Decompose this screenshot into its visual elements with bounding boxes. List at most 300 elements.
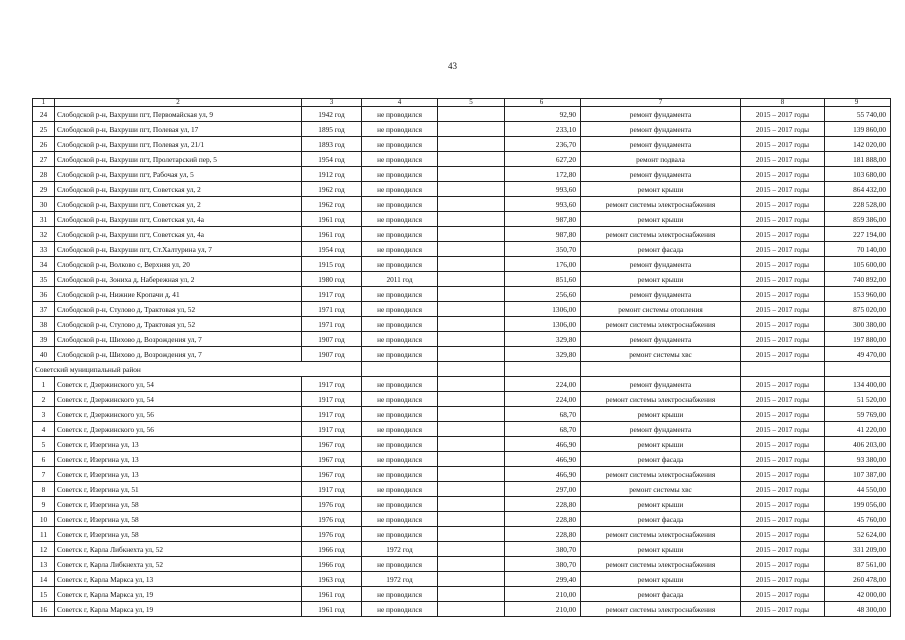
row-number-cell: 9 [33, 497, 55, 512]
cost-cell: 105 600,00 [825, 257, 891, 272]
work-type-cell: ремонт крыши [581, 437, 741, 452]
cost-cell: 153 960,00 [825, 287, 891, 302]
last-repair-year-cell: не проводился [362, 527, 438, 542]
row-number-cell: 15 [33, 587, 55, 602]
area-cell: 380,70 [505, 557, 581, 572]
row-number-cell: 5 [33, 437, 55, 452]
cost-cell: 300 380,00 [825, 317, 891, 332]
row-number-cell: 39 [33, 332, 55, 347]
build-year-cell: 1962 год [302, 182, 362, 197]
section-title: Советский муниципальный район [33, 362, 362, 377]
address-cell: Слободской р-н, Вахруши пгт, Ст.Халтурина ул, 7 [55, 242, 302, 257]
empty-cell [825, 362, 891, 377]
area-cell: 176,00 [505, 257, 581, 272]
page-number: 43 [448, 61, 457, 71]
header-cell: 4 [362, 99, 438, 107]
address-cell: Слободской р-н, Вахруши пгт, Рабочая ул, 5 [55, 167, 302, 182]
address-cell: Слободской р-н, Вахруши пгт, Советская ул, 2 [55, 182, 302, 197]
work-type-cell: ремонт фасада [581, 587, 741, 602]
cost-cell: 197 880,00 [825, 332, 891, 347]
table-row [33, 407, 891, 422]
table-row [33, 242, 891, 257]
cost-cell: 859 386,00 [825, 212, 891, 227]
row-number-cell: 26 [33, 137, 55, 152]
last-repair-year-cell: не проводился [362, 107, 438, 122]
area-cell: 993,60 [505, 182, 581, 197]
address-cell: Слободской р-н, Шихово д, Возрождения ул, 7 [55, 347, 302, 362]
area-cell: 987,80 [505, 227, 581, 242]
build-year-cell: 1961 год [302, 587, 362, 602]
table-row [33, 227, 891, 242]
address-cell: Слободской р-н, Шихово д, Возрождения ул, 7 [55, 332, 302, 347]
build-year-cell: 1976 год [302, 512, 362, 527]
last-repair-year-cell: не проводился [362, 197, 438, 212]
build-year-cell: 1976 год [302, 497, 362, 512]
area-cell: 993,60 [505, 197, 581, 212]
empty-cell [438, 362, 505, 377]
address-cell: Слободской р-н, Вахруши пгт, Первомайская ул, 9 [55, 107, 302, 122]
address-cell: Слободской р-н, Стулово д, Трактовая ул, 52 [55, 317, 302, 332]
build-year-cell: 1954 год [302, 152, 362, 167]
address-cell: Слободской р-н, Нижние Кропачи д, 41 [55, 287, 302, 302]
empty-cell [581, 362, 741, 377]
row-number-cell: 35 [33, 272, 55, 287]
build-year-cell: 1912 год [302, 167, 362, 182]
address-cell: Советск г, Карла Маркса ул, 19 [55, 602, 302, 617]
period-cell: 2015 – 2017 годы [741, 482, 825, 497]
period-cell: 2015 – 2017 годы [741, 377, 825, 392]
row-number-cell: 3 [33, 407, 55, 422]
work-type-cell: ремонт системы электроснабжения [581, 392, 741, 407]
area-cell: 92,90 [505, 107, 581, 122]
work-type-cell: ремонт фундамента [581, 167, 741, 182]
period-cell: 2015 – 2017 годы [741, 512, 825, 527]
last-repair-year-cell: не проводился [362, 242, 438, 257]
col-5-cell [438, 227, 505, 242]
work-type-cell: ремонт фундамента [581, 422, 741, 437]
empty-cell [741, 362, 825, 377]
address-cell: Слободской р-н, Зониха д, Набережная ул, 2 [55, 272, 302, 287]
area-cell: 228,80 [505, 527, 581, 542]
cost-cell: 45 760,00 [825, 512, 891, 527]
build-year-cell: 1917 год [302, 482, 362, 497]
area-cell: 1306,00 [505, 302, 581, 317]
period-cell: 2015 – 2017 годы [741, 527, 825, 542]
work-type-cell: ремонт крыши [581, 542, 741, 557]
address-cell: Слободской р-н, Волково с, Верхняя ул, 20 [55, 257, 302, 272]
col-5-cell [438, 587, 505, 602]
area-cell: 224,00 [505, 377, 581, 392]
table-row [33, 332, 891, 347]
header-cell: 9 [825, 99, 891, 107]
address-cell: Советск г, Изергина ул, 13 [55, 467, 302, 482]
cost-cell: 331 209,00 [825, 542, 891, 557]
empty-cell [362, 362, 438, 377]
period-cell: 2015 – 2017 годы [741, 257, 825, 272]
build-year-cell: 1967 год [302, 452, 362, 467]
work-type-cell: ремонт системы электроснабжения [581, 227, 741, 242]
row-number-cell: 4 [33, 422, 55, 437]
address-cell: Слободской р-н, Вахруши пгт, Полевая ул, 17 [55, 122, 302, 137]
last-repair-year-cell: не проводился [362, 332, 438, 347]
table-row [33, 137, 891, 152]
area-cell: 256,60 [505, 287, 581, 302]
address-cell: Слободской р-н, Стулово д, Трактовая ул, 52 [55, 302, 302, 317]
area-cell: 466,90 [505, 437, 581, 452]
area-cell: 851,60 [505, 272, 581, 287]
row-number-cell: 10 [33, 512, 55, 527]
area-cell: 329,80 [505, 332, 581, 347]
last-repair-year-cell: не проводился [362, 482, 438, 497]
address-cell: Советск г, Изергина ул, 58 [55, 512, 302, 527]
col-5-cell [438, 272, 505, 287]
row-number-cell: 36 [33, 287, 55, 302]
col-5-cell [438, 512, 505, 527]
build-year-cell: 1966 год [302, 557, 362, 572]
table-row [33, 437, 891, 452]
header-cell: 8 [741, 99, 825, 107]
row-number-cell: 40 [33, 347, 55, 362]
col-5-cell [438, 482, 505, 497]
address-cell: Советск г, Изергина ул, 58 [55, 497, 302, 512]
work-type-cell: ремонт системы хвс [581, 482, 741, 497]
col-5-cell [438, 302, 505, 317]
build-year-cell: 1907 год [302, 347, 362, 362]
col-5-cell [438, 407, 505, 422]
table-row [33, 452, 891, 467]
table-row [33, 347, 891, 362]
row-number-cell: 6 [33, 452, 55, 467]
build-year-cell: 1963 год [302, 572, 362, 587]
col-5-cell [438, 107, 505, 122]
work-type-cell: ремонт крыши [581, 272, 741, 287]
last-repair-year-cell: не проводился [362, 377, 438, 392]
cost-cell: 51 520,00 [825, 392, 891, 407]
period-cell: 2015 – 2017 годы [741, 242, 825, 257]
cost-cell: 48 300,00 [825, 602, 891, 617]
cost-cell: 199 056,00 [825, 497, 891, 512]
table-row [33, 392, 891, 407]
cost-cell: 406 203,00 [825, 437, 891, 452]
period-cell: 2015 – 2017 годы [741, 602, 825, 617]
work-type-cell: ремонт системы электроснабжения [581, 317, 741, 332]
area-cell: 68,70 [505, 407, 581, 422]
work-type-cell: ремонт системы электроснабжения [581, 527, 741, 542]
work-type-cell: ремонт крыши [581, 497, 741, 512]
build-year-cell: 1962 год [302, 197, 362, 212]
area-cell: 329,80 [505, 347, 581, 362]
period-cell: 2015 – 2017 годы [741, 137, 825, 152]
work-type-cell: ремонт фундамента [581, 287, 741, 302]
cost-cell: 139 860,00 [825, 122, 891, 137]
cost-cell: 103 680,00 [825, 167, 891, 182]
table-row [33, 572, 891, 587]
last-repair-year-cell: не проводился [362, 152, 438, 167]
work-type-cell: ремонт фундамента [581, 332, 741, 347]
address-cell: Слободской р-н, Вахруши пгт, Пролетарский пер, 5 [55, 152, 302, 167]
col-5-cell [438, 242, 505, 257]
area-cell: 380,70 [505, 542, 581, 557]
period-cell: 2015 – 2017 годы [741, 122, 825, 137]
header-cell: 5 [438, 99, 505, 107]
build-year-cell: 1942 год [302, 107, 362, 122]
address-cell: Советск г, Изергина ул, 58 [55, 527, 302, 542]
address-cell: Слободской р-н, Вахруши пгт, Полевая ул, 21/1 [55, 137, 302, 152]
last-repair-year-cell: не проводился [362, 347, 438, 362]
period-cell: 2015 – 2017 годы [741, 437, 825, 452]
period-cell: 2015 – 2017 годы [741, 302, 825, 317]
table-row [33, 422, 891, 437]
row-number-cell: 28 [33, 167, 55, 182]
period-cell: 2015 – 2017 годы [741, 152, 825, 167]
table-row [33, 587, 891, 602]
build-year-cell: 1917 год [302, 392, 362, 407]
col-5-cell [438, 392, 505, 407]
last-repair-year-cell: 1972 год [362, 542, 438, 557]
work-type-cell: ремонт фундамента [581, 137, 741, 152]
col-5-cell [438, 452, 505, 467]
area-cell: 987,80 [505, 212, 581, 227]
period-cell: 2015 – 2017 годы [741, 392, 825, 407]
col-5-cell [438, 317, 505, 332]
period-cell: 2015 – 2017 годы [741, 557, 825, 572]
last-repair-year-cell: не проводился [362, 122, 438, 137]
repair-table [32, 98, 891, 617]
row-number-cell: 2 [33, 392, 55, 407]
work-type-cell: ремонт системы электроснабжения [581, 197, 741, 212]
table-row [33, 122, 891, 137]
col-5-cell [438, 257, 505, 272]
col-5-cell [438, 377, 505, 392]
table-row [33, 107, 891, 122]
area-cell: 228,80 [505, 497, 581, 512]
last-repair-year-cell: 2011 год [362, 272, 438, 287]
col-5-cell [438, 602, 505, 617]
col-5-cell [438, 122, 505, 137]
row-number-cell: 29 [33, 182, 55, 197]
build-year-cell: 1895 год [302, 122, 362, 137]
last-repair-year-cell: не проводился [362, 137, 438, 152]
table-row [33, 317, 891, 332]
row-number-cell: 32 [33, 227, 55, 242]
table-row [33, 482, 891, 497]
cost-cell: 55 740,00 [825, 107, 891, 122]
table-row [33, 527, 891, 542]
area-cell: 1306,00 [505, 317, 581, 332]
row-number-cell: 33 [33, 242, 55, 257]
build-year-cell: 1917 год [302, 407, 362, 422]
period-cell: 2015 – 2017 годы [741, 572, 825, 587]
work-type-cell: ремонт системы электроснабжения [581, 602, 741, 617]
cost-cell: 41 220,00 [825, 422, 891, 437]
table-row [33, 512, 891, 527]
area-cell: 236,70 [505, 137, 581, 152]
row-number-cell: 13 [33, 557, 55, 572]
period-cell: 2015 – 2017 годы [741, 197, 825, 212]
col-5-cell [438, 527, 505, 542]
work-type-cell: ремонт крыши [581, 212, 741, 227]
period-cell: 2015 – 2017 годы [741, 497, 825, 512]
last-repair-year-cell: не проводился [362, 392, 438, 407]
table-row [33, 467, 891, 482]
last-repair-year-cell: не проводился [362, 437, 438, 452]
cost-cell: 59 769,00 [825, 407, 891, 422]
table-row [33, 377, 891, 392]
row-number-cell: 12 [33, 542, 55, 557]
table-row [33, 197, 891, 212]
build-year-cell: 1954 год [302, 242, 362, 257]
work-type-cell: ремонт фундамента [581, 107, 741, 122]
last-repair-year-cell: не проводился [362, 227, 438, 242]
build-year-cell: 1980 год [302, 272, 362, 287]
period-cell: 2015 – 2017 годы [741, 347, 825, 362]
work-type-cell: ремонт фундамента [581, 257, 741, 272]
cost-cell: 44 550,00 [825, 482, 891, 497]
area-cell: 210,00 [505, 602, 581, 617]
cost-cell: 52 624,00 [825, 527, 891, 542]
cost-cell: 875 020,00 [825, 302, 891, 317]
header-cell: 7 [581, 99, 741, 107]
col-5-cell [438, 287, 505, 302]
work-type-cell: ремонт крыши [581, 407, 741, 422]
row-number-cell: 34 [33, 257, 55, 272]
last-repair-year-cell: не проводился [362, 587, 438, 602]
row-number-cell: 16 [33, 602, 55, 617]
table-row [33, 287, 891, 302]
work-type-cell: ремонт фасада [581, 242, 741, 257]
period-cell: 2015 – 2017 годы [741, 167, 825, 182]
col-5-cell [438, 497, 505, 512]
table-row [33, 557, 891, 572]
work-type-cell: ремонт фундамента [581, 377, 741, 392]
header-cell: 1 [33, 99, 55, 107]
cost-cell: 227 194,00 [825, 227, 891, 242]
work-type-cell: ремонт подвала [581, 152, 741, 167]
col-5-cell [438, 212, 505, 227]
build-year-cell: 1907 год [302, 332, 362, 347]
col-5-cell [438, 332, 505, 347]
period-cell: 2015 – 2017 годы [741, 467, 825, 482]
build-year-cell: 1893 год [302, 137, 362, 152]
row-number-cell: 14 [33, 572, 55, 587]
header-cell: 3 [302, 99, 362, 107]
header-cell: 6 [505, 99, 581, 107]
area-cell: 210,00 [505, 587, 581, 602]
table-row [33, 497, 891, 512]
build-year-cell: 1976 год [302, 527, 362, 542]
table-row [33, 152, 891, 167]
area-cell: 466,90 [505, 467, 581, 482]
work-type-cell: ремонт крыши [581, 572, 741, 587]
work-type-cell: ремонт системы электроснабжения [581, 557, 741, 572]
row-number-cell: 31 [33, 212, 55, 227]
build-year-cell: 1915 год [302, 257, 362, 272]
col-5-cell [438, 437, 505, 452]
cost-cell: 134 400,00 [825, 377, 891, 392]
period-cell: 2015 – 2017 годы [741, 272, 825, 287]
col-5-cell [438, 152, 505, 167]
address-cell: Советск г, Дзержинского ул, 54 [55, 392, 302, 407]
row-number-cell: 24 [33, 107, 55, 122]
work-type-cell: ремонт системы отопления [581, 302, 741, 317]
cost-cell: 181 888,00 [825, 152, 891, 167]
col-5-cell [438, 137, 505, 152]
cost-cell: 228 528,00 [825, 197, 891, 212]
work-type-cell: ремонт крыши [581, 182, 741, 197]
address-cell: Слободской р-н, Вахруши пгт, Советская ул, 4а [55, 212, 302, 227]
build-year-cell: 1961 год [302, 602, 362, 617]
period-cell: 2015 – 2017 годы [741, 422, 825, 437]
address-cell: Советск г, Дзержинского ул, 54 [55, 377, 302, 392]
col-5-cell [438, 572, 505, 587]
last-repair-year-cell: не проводился [362, 257, 438, 272]
table-row [33, 257, 891, 272]
last-repair-year-cell: не проводился [362, 422, 438, 437]
build-year-cell: 1917 год [302, 377, 362, 392]
area-cell: 297,00 [505, 482, 581, 497]
row-number-cell: 7 [33, 467, 55, 482]
build-year-cell: 1917 год [302, 287, 362, 302]
address-cell: Слободской р-н, Вахруши пгт, Советская ул, 4а [55, 227, 302, 242]
area-cell: 172,80 [505, 167, 581, 182]
table-row [33, 602, 891, 617]
work-type-cell: ремонт системы электроснабжения [581, 467, 741, 482]
table-row [33, 272, 891, 287]
col-5-cell [438, 467, 505, 482]
col-5-cell [438, 347, 505, 362]
cost-cell: 70 140,00 [825, 242, 891, 257]
last-repair-year-cell: не проводился [362, 407, 438, 422]
period-cell: 2015 – 2017 годы [741, 287, 825, 302]
header-cell: 2 [55, 99, 302, 107]
section-row [33, 362, 891, 377]
last-repair-year-cell: не проводился [362, 557, 438, 572]
last-repair-year-cell: не проводился [362, 497, 438, 512]
period-cell: 2015 – 2017 годы [741, 107, 825, 122]
row-number-cell: 8 [33, 482, 55, 497]
row-number-cell: 30 [33, 197, 55, 212]
address-cell: Советск г, Дзержинского ул, 56 [55, 407, 302, 422]
work-type-cell: ремонт фасада [581, 512, 741, 527]
period-cell: 2015 – 2017 годы [741, 407, 825, 422]
address-cell: Советск г, Карла Маркса ул, 13 [55, 572, 302, 587]
address-cell: Советск г, Карла Либкнехта ул, 52 [55, 542, 302, 557]
table-row [33, 302, 891, 317]
area-cell: 299,40 [505, 572, 581, 587]
cost-cell: 260 478,00 [825, 572, 891, 587]
cost-cell: 107 387,00 [825, 467, 891, 482]
col-5-cell [438, 197, 505, 212]
row-number-cell: 11 [33, 527, 55, 542]
last-repair-year-cell: 1972 год [362, 572, 438, 587]
build-year-cell: 1961 год [302, 227, 362, 242]
last-repair-year-cell: не проводился [362, 182, 438, 197]
work-type-cell: ремонт системы хвс [581, 347, 741, 362]
build-year-cell: 1967 год [302, 437, 362, 452]
row-number-cell: 25 [33, 122, 55, 137]
cost-cell: 740 892,00 [825, 272, 891, 287]
cost-cell: 49 470,00 [825, 347, 891, 362]
last-repair-year-cell: не проводился [362, 512, 438, 527]
table-row [33, 542, 891, 557]
col-5-cell [438, 182, 505, 197]
row-number-cell: 1 [33, 377, 55, 392]
build-year-cell: 1967 год [302, 467, 362, 482]
area-cell: 68,70 [505, 422, 581, 437]
last-repair-year-cell: не проводился [362, 467, 438, 482]
build-year-cell: 1966 год [302, 542, 362, 557]
last-repair-year-cell: не проводился [362, 317, 438, 332]
